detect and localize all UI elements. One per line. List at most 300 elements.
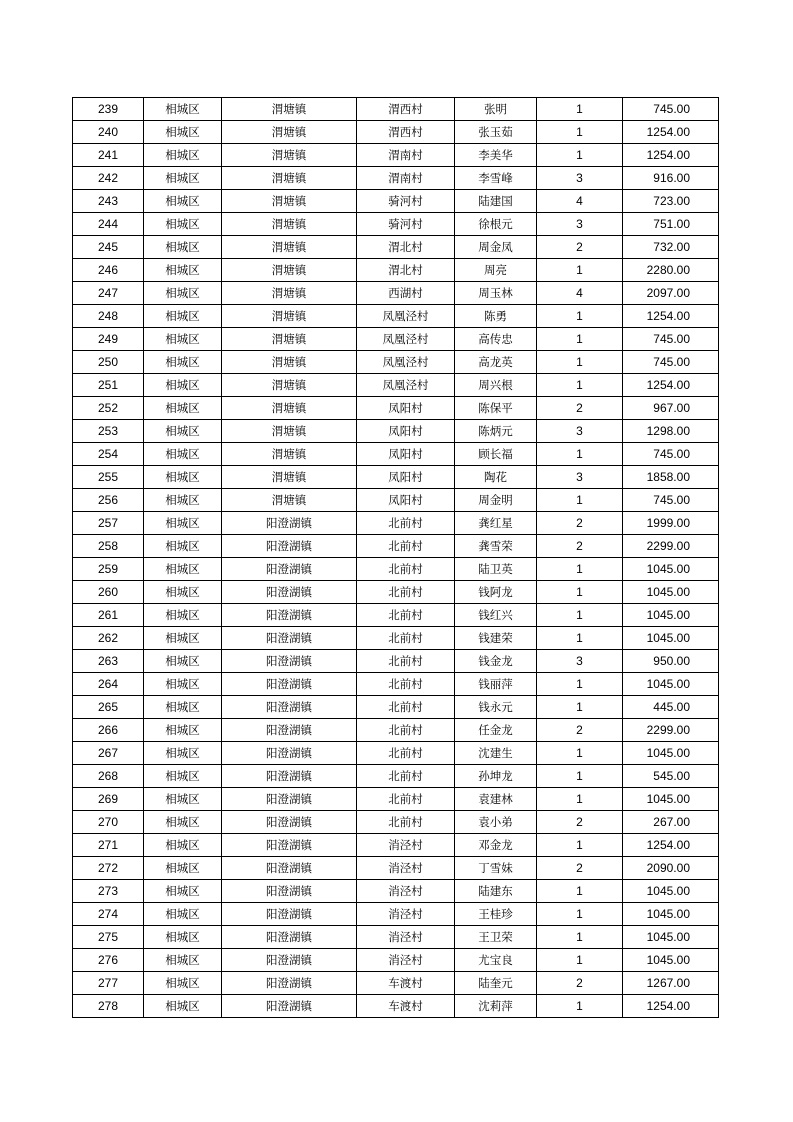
household-count-cell: 1	[537, 903, 623, 926]
amount-cell: 1045.00	[623, 604, 719, 627]
village-cell: 凤凰泾村	[357, 305, 455, 328]
household-count-cell: 3	[537, 213, 623, 236]
district-cell: 相城区	[144, 604, 222, 627]
amount-cell: 745.00	[623, 443, 719, 466]
amount-cell: 1045.00	[623, 949, 719, 972]
name-cell: 周玉林	[455, 282, 537, 305]
amount-cell: 2090.00	[623, 857, 719, 880]
village-cell: 消泾村	[357, 857, 455, 880]
household-count-cell: 1	[537, 834, 623, 857]
district-cell: 相城区	[144, 213, 222, 236]
amount-cell: 751.00	[623, 213, 719, 236]
town-cell: 渭塘镇	[222, 374, 357, 397]
name-cell: 钱丽萍	[455, 673, 537, 696]
village-cell: 凤凰泾村	[357, 374, 455, 397]
household-count-cell: 1	[537, 627, 623, 650]
district-cell: 相城区	[144, 489, 222, 512]
table-row	[73, 719, 719, 742]
row-number-cell: 255	[73, 466, 144, 489]
village-cell: 北前村	[357, 696, 455, 719]
table-row	[73, 443, 719, 466]
town-cell: 阳澄湖镇	[222, 742, 357, 765]
village-cell: 渭西村	[357, 121, 455, 144]
name-cell: 邓金龙	[455, 834, 537, 857]
amount-cell: 1858.00	[623, 466, 719, 489]
household-count-cell: 1	[537, 259, 623, 282]
name-cell: 高传忠	[455, 328, 537, 351]
household-count-cell: 1	[537, 765, 623, 788]
row-number-cell: 264	[73, 673, 144, 696]
table-row	[73, 190, 719, 213]
town-cell: 渭塘镇	[222, 466, 357, 489]
household-count-cell: 3	[537, 420, 623, 443]
table-row	[73, 397, 719, 420]
town-cell: 阳澄湖镇	[222, 857, 357, 880]
amount-cell: 1254.00	[623, 121, 719, 144]
village-cell: 北前村	[357, 650, 455, 673]
row-number-cell: 245	[73, 236, 144, 259]
town-cell: 阳澄湖镇	[222, 604, 357, 627]
table-row	[73, 305, 719, 328]
name-cell: 沈莉萍	[455, 995, 537, 1018]
row-number-cell: 242	[73, 167, 144, 190]
village-cell: 北前村	[357, 788, 455, 811]
table-row	[73, 811, 719, 834]
household-count-cell: 1	[537, 558, 623, 581]
amount-cell: 545.00	[623, 765, 719, 788]
amount-cell: 745.00	[623, 98, 719, 121]
household-count-cell: 1	[537, 673, 623, 696]
household-count-cell: 1	[537, 443, 623, 466]
district-cell: 相城区	[144, 420, 222, 443]
household-count-cell: 1	[537, 489, 623, 512]
village-cell: 北前村	[357, 535, 455, 558]
village-cell: 骑河村	[357, 213, 455, 236]
amount-cell: 723.00	[623, 190, 719, 213]
name-cell: 张玉茹	[455, 121, 537, 144]
row-number-cell: 273	[73, 880, 144, 903]
row-number-cell: 274	[73, 903, 144, 926]
village-cell: 消泾村	[357, 834, 455, 857]
name-cell: 周金凤	[455, 236, 537, 259]
village-cell: 凤阳村	[357, 443, 455, 466]
district-cell: 相城区	[144, 512, 222, 535]
district-cell: 相城区	[144, 374, 222, 397]
district-cell: 相城区	[144, 995, 222, 1018]
name-cell: 钱永元	[455, 696, 537, 719]
household-count-cell: 1	[537, 604, 623, 627]
village-cell: 北前村	[357, 627, 455, 650]
table-row	[73, 581, 719, 604]
name-cell: 龚雪荣	[455, 535, 537, 558]
table-row	[73, 880, 719, 903]
village-cell: 消泾村	[357, 949, 455, 972]
household-count-cell: 2	[537, 811, 623, 834]
amount-cell: 1254.00	[623, 305, 719, 328]
name-cell: 陈勇	[455, 305, 537, 328]
district-cell: 相城区	[144, 926, 222, 949]
table-row	[73, 834, 719, 857]
row-number-cell: 254	[73, 443, 144, 466]
table-row	[73, 144, 719, 167]
district-cell: 相城区	[144, 903, 222, 926]
table-row	[73, 282, 719, 305]
town-cell: 阳澄湖镇	[222, 719, 357, 742]
household-count-cell: 1	[537, 696, 623, 719]
table-row	[73, 604, 719, 627]
row-number-cell: 266	[73, 719, 144, 742]
village-cell: 凤阳村	[357, 397, 455, 420]
district-cell: 相城区	[144, 949, 222, 972]
town-cell: 阳澄湖镇	[222, 627, 357, 650]
row-number-cell: 250	[73, 351, 144, 374]
village-cell: 骑河村	[357, 190, 455, 213]
amount-cell: 1045.00	[623, 627, 719, 650]
household-count-cell: 1	[537, 98, 623, 121]
table-row	[73, 788, 719, 811]
town-cell: 阳澄湖镇	[222, 558, 357, 581]
name-cell: 钱建荣	[455, 627, 537, 650]
row-number-cell: 261	[73, 604, 144, 627]
town-cell: 渭塘镇	[222, 167, 357, 190]
town-cell: 渭塘镇	[222, 489, 357, 512]
amount-cell: 745.00	[623, 489, 719, 512]
amount-cell: 1045.00	[623, 926, 719, 949]
village-cell: 渭南村	[357, 167, 455, 190]
town-cell: 阳澄湖镇	[222, 811, 357, 834]
district-cell: 相城区	[144, 558, 222, 581]
village-cell: 西湖村	[357, 282, 455, 305]
village-cell: 北前村	[357, 604, 455, 627]
table-row	[73, 627, 719, 650]
town-cell: 阳澄湖镇	[222, 880, 357, 903]
district-cell: 相城区	[144, 98, 222, 121]
name-cell: 周亮	[455, 259, 537, 282]
household-count-cell: 4	[537, 190, 623, 213]
village-cell: 凤阳村	[357, 489, 455, 512]
town-cell: 渭塘镇	[222, 121, 357, 144]
district-cell: 相城区	[144, 466, 222, 489]
row-number-cell: 257	[73, 512, 144, 535]
amount-cell: 967.00	[623, 397, 719, 420]
name-cell: 陆奎元	[455, 972, 537, 995]
district-cell: 相城区	[144, 328, 222, 351]
household-count-cell: 1	[537, 926, 623, 949]
amount-cell: 2299.00	[623, 719, 719, 742]
town-cell: 阳澄湖镇	[222, 834, 357, 857]
village-cell: 渭北村	[357, 236, 455, 259]
table-row	[73, 466, 719, 489]
district-cell: 相城区	[144, 581, 222, 604]
row-number-cell: 262	[73, 627, 144, 650]
town-cell: 渭塘镇	[222, 305, 357, 328]
name-cell: 张明	[455, 98, 537, 121]
town-cell: 阳澄湖镇	[222, 673, 357, 696]
row-number-cell: 256	[73, 489, 144, 512]
name-cell: 陈炳元	[455, 420, 537, 443]
household-count-cell: 1	[537, 788, 623, 811]
data-table	[72, 97, 719, 1018]
village-cell: 北前村	[357, 719, 455, 742]
town-cell: 渭塘镇	[222, 443, 357, 466]
amount-cell: 2280.00	[623, 259, 719, 282]
household-count-cell: 2	[537, 512, 623, 535]
amount-cell: 732.00	[623, 236, 719, 259]
town-cell: 阳澄湖镇	[222, 788, 357, 811]
household-count-cell: 1	[537, 121, 623, 144]
row-number-cell: 269	[73, 788, 144, 811]
household-count-cell: 2	[537, 397, 623, 420]
household-count-cell: 1	[537, 995, 623, 1018]
town-cell: 阳澄湖镇	[222, 696, 357, 719]
name-cell: 李雪峰	[455, 167, 537, 190]
household-count-cell: 1	[537, 949, 623, 972]
district-cell: 相城区	[144, 765, 222, 788]
row-number-cell: 265	[73, 696, 144, 719]
district-cell: 相城区	[144, 742, 222, 765]
town-cell: 渭塘镇	[222, 328, 357, 351]
town-cell: 渭塘镇	[222, 213, 357, 236]
row-number-cell: 247	[73, 282, 144, 305]
town-cell: 渭塘镇	[222, 98, 357, 121]
row-number-cell: 251	[73, 374, 144, 397]
village-cell: 消泾村	[357, 880, 455, 903]
household-count-cell: 3	[537, 466, 623, 489]
district-cell: 相城区	[144, 397, 222, 420]
amount-cell: 1298.00	[623, 420, 719, 443]
name-cell: 任金龙	[455, 719, 537, 742]
district-cell: 相城区	[144, 535, 222, 558]
town-cell: 渭塘镇	[222, 190, 357, 213]
town-cell: 阳澄湖镇	[222, 972, 357, 995]
row-number-cell: 244	[73, 213, 144, 236]
name-cell: 袁小弟	[455, 811, 537, 834]
amount-cell: 267.00	[623, 811, 719, 834]
table-row	[73, 949, 719, 972]
amount-cell: 1045.00	[623, 742, 719, 765]
town-cell: 阳澄湖镇	[222, 581, 357, 604]
village-cell: 北前村	[357, 512, 455, 535]
row-number-cell: 268	[73, 765, 144, 788]
table-row	[73, 535, 719, 558]
village-cell: 渭南村	[357, 144, 455, 167]
name-cell: 顾长福	[455, 443, 537, 466]
table-row	[73, 765, 719, 788]
village-cell: 消泾村	[357, 926, 455, 949]
amount-cell: 1045.00	[623, 788, 719, 811]
amount-cell: 1254.00	[623, 374, 719, 397]
village-cell: 渭北村	[357, 259, 455, 282]
town-cell: 渭塘镇	[222, 351, 357, 374]
amount-cell: 1267.00	[623, 972, 719, 995]
row-number-cell: 239	[73, 98, 144, 121]
table-row	[73, 926, 719, 949]
row-number-cell: 272	[73, 857, 144, 880]
table-row	[73, 742, 719, 765]
household-count-cell: 2	[537, 972, 623, 995]
amount-cell: 1045.00	[623, 558, 719, 581]
district-cell: 相城区	[144, 857, 222, 880]
village-cell: 北前村	[357, 673, 455, 696]
name-cell: 尤宝良	[455, 949, 537, 972]
table-row	[73, 121, 719, 144]
row-number-cell: 246	[73, 259, 144, 282]
household-count-cell: 2	[537, 535, 623, 558]
amount-cell: 745.00	[623, 328, 719, 351]
name-cell: 钱金龙	[455, 650, 537, 673]
table-row	[73, 489, 719, 512]
table-row	[73, 328, 719, 351]
row-number-cell: 258	[73, 535, 144, 558]
row-number-cell: 243	[73, 190, 144, 213]
town-cell: 阳澄湖镇	[222, 903, 357, 926]
row-number-cell: 263	[73, 650, 144, 673]
household-count-cell: 1	[537, 305, 623, 328]
household-count-cell: 1	[537, 144, 623, 167]
row-number-cell: 248	[73, 305, 144, 328]
name-cell: 周金明	[455, 489, 537, 512]
district-cell: 相城区	[144, 236, 222, 259]
table-row	[73, 512, 719, 535]
village-cell: 北前村	[357, 765, 455, 788]
row-number-cell: 240	[73, 121, 144, 144]
row-number-cell: 277	[73, 972, 144, 995]
name-cell: 李美华	[455, 144, 537, 167]
village-cell: 车渡村	[357, 995, 455, 1018]
town-cell: 阳澄湖镇	[222, 650, 357, 673]
name-cell: 钱阿龙	[455, 581, 537, 604]
town-cell: 阳澄湖镇	[222, 949, 357, 972]
amount-cell: 1045.00	[623, 903, 719, 926]
district-cell: 相城区	[144, 144, 222, 167]
row-number-cell: 275	[73, 926, 144, 949]
town-cell: 阳澄湖镇	[222, 765, 357, 788]
village-cell: 凤阳村	[357, 420, 455, 443]
household-count-cell: 1	[537, 880, 623, 903]
village-cell: 北前村	[357, 742, 455, 765]
district-cell: 相城区	[144, 627, 222, 650]
household-count-cell: 2	[537, 236, 623, 259]
town-cell: 阳澄湖镇	[222, 512, 357, 535]
name-cell: 陶花	[455, 466, 537, 489]
village-cell: 消泾村	[357, 903, 455, 926]
amount-cell: 916.00	[623, 167, 719, 190]
name-cell: 钱红兴	[455, 604, 537, 627]
row-number-cell: 260	[73, 581, 144, 604]
table-row	[73, 696, 719, 719]
table-row	[73, 995, 719, 1018]
district-cell: 相城区	[144, 650, 222, 673]
town-cell: 阳澄湖镇	[222, 995, 357, 1018]
household-count-cell: 3	[537, 650, 623, 673]
table-row	[73, 98, 719, 121]
row-number-cell: 259	[73, 558, 144, 581]
table-row	[73, 972, 719, 995]
village-cell: 凤阳村	[357, 466, 455, 489]
row-number-cell: 249	[73, 328, 144, 351]
amount-cell: 1254.00	[623, 144, 719, 167]
table-row	[73, 903, 719, 926]
name-cell: 王卫荣	[455, 926, 537, 949]
table-row	[73, 259, 719, 282]
household-count-cell: 1	[537, 742, 623, 765]
name-cell: 袁建林	[455, 788, 537, 811]
town-cell: 渭塘镇	[222, 397, 357, 420]
town-cell: 渭塘镇	[222, 259, 357, 282]
row-number-cell: 276	[73, 949, 144, 972]
name-cell: 陆建东	[455, 880, 537, 903]
row-number-cell: 241	[73, 144, 144, 167]
household-count-cell: 1	[537, 328, 623, 351]
district-cell: 相城区	[144, 696, 222, 719]
amount-cell: 445.00	[623, 696, 719, 719]
amount-cell: 1045.00	[623, 673, 719, 696]
household-count-cell: 1	[537, 581, 623, 604]
row-number-cell: 270	[73, 811, 144, 834]
table-row	[73, 374, 719, 397]
district-cell: 相城区	[144, 880, 222, 903]
town-cell: 渭塘镇	[222, 144, 357, 167]
table-row	[73, 673, 719, 696]
household-count-cell: 1	[537, 374, 623, 397]
name-cell: 沈建生	[455, 742, 537, 765]
village-cell: 北前村	[357, 558, 455, 581]
village-cell: 凤凰泾村	[357, 351, 455, 374]
household-count-cell: 3	[537, 167, 623, 190]
amount-cell: 1045.00	[623, 581, 719, 604]
name-cell: 王桂珍	[455, 903, 537, 926]
district-cell: 相城区	[144, 443, 222, 466]
district-cell: 相城区	[144, 351, 222, 374]
household-count-cell: 4	[537, 282, 623, 305]
district-cell: 相城区	[144, 834, 222, 857]
amount-cell: 2097.00	[623, 282, 719, 305]
district-cell: 相城区	[144, 788, 222, 811]
household-count-cell: 2	[537, 857, 623, 880]
town-cell: 阳澄湖镇	[222, 535, 357, 558]
household-count-cell: 1	[537, 351, 623, 374]
name-cell: 周兴根	[455, 374, 537, 397]
table-row	[73, 420, 719, 443]
name-cell: 徐根元	[455, 213, 537, 236]
district-cell: 相城区	[144, 282, 222, 305]
village-cell: 凤凰泾村	[357, 328, 455, 351]
district-cell: 相城区	[144, 167, 222, 190]
town-cell: 阳澄湖镇	[222, 926, 357, 949]
district-cell: 相城区	[144, 121, 222, 144]
name-cell: 高龙英	[455, 351, 537, 374]
name-cell: 陆建国	[455, 190, 537, 213]
table-row	[73, 213, 719, 236]
row-number-cell: 267	[73, 742, 144, 765]
amount-cell: 1254.00	[623, 834, 719, 857]
district-cell: 相城区	[144, 259, 222, 282]
name-cell: 龚红星	[455, 512, 537, 535]
amount-cell: 1999.00	[623, 512, 719, 535]
table-row	[73, 236, 719, 259]
town-cell: 渭塘镇	[222, 236, 357, 259]
district-cell: 相城区	[144, 719, 222, 742]
household-count-cell: 2	[537, 719, 623, 742]
table-row	[73, 167, 719, 190]
amount-cell: 1254.00	[623, 995, 719, 1018]
row-number-cell: 278	[73, 995, 144, 1018]
town-cell: 渭塘镇	[222, 420, 357, 443]
amount-cell: 1045.00	[623, 880, 719, 903]
table-row	[73, 650, 719, 673]
name-cell: 丁雪妹	[455, 857, 537, 880]
amount-cell: 745.00	[623, 351, 719, 374]
